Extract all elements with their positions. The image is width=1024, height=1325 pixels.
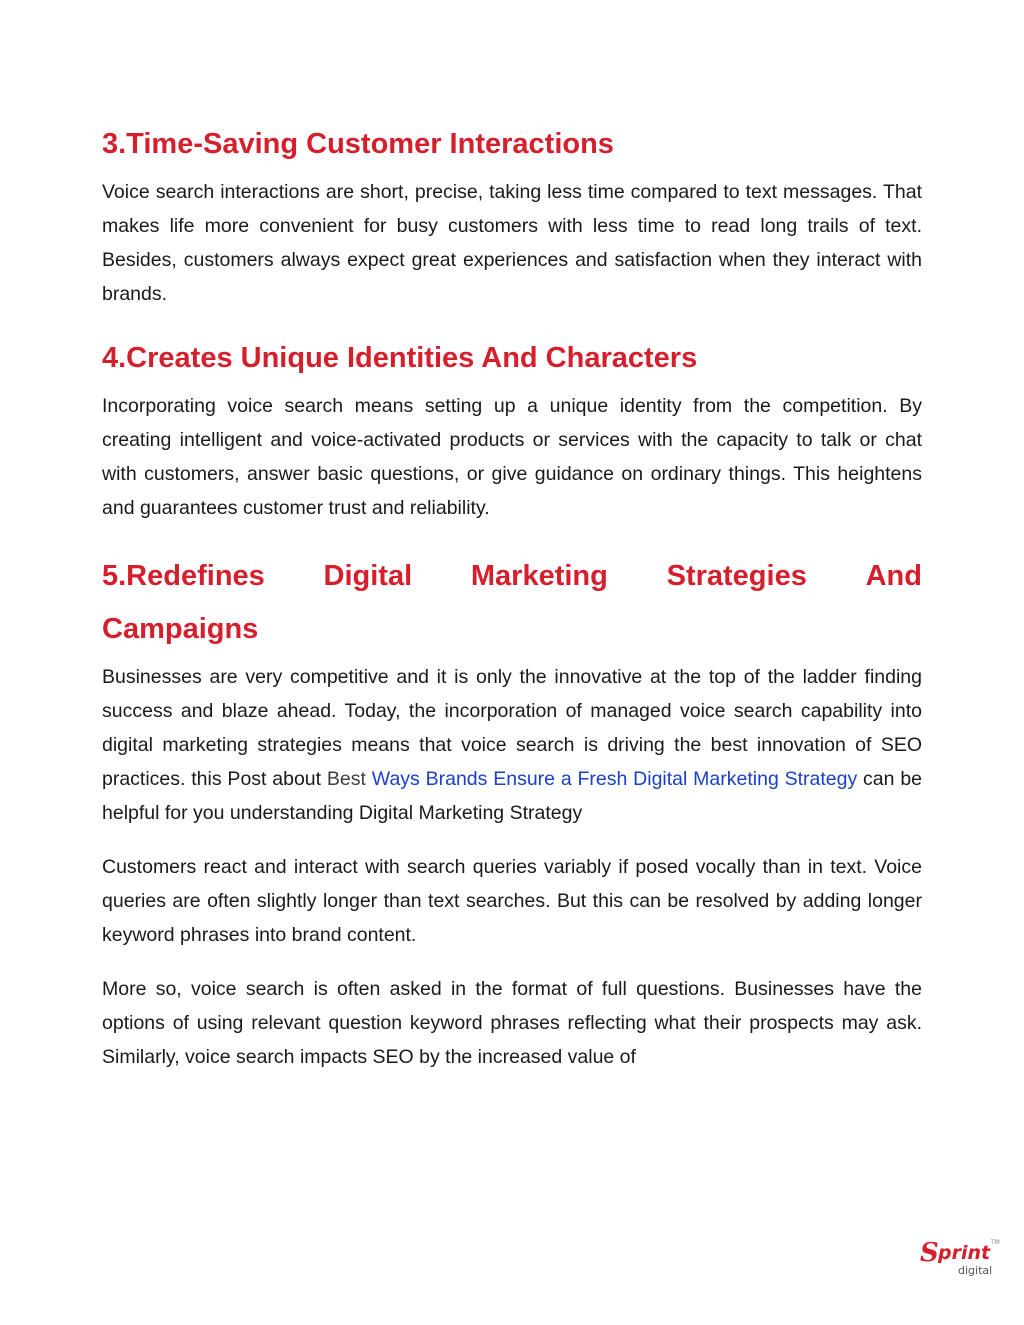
logo-tm: TM	[991, 1239, 1000, 1246]
section-5-heading-line-1	[102, 550, 922, 603]
heading-word: And	[865, 560, 922, 592]
paragraph-text: Businesses are very competitive and it is only the innovative at the top of the ladder finding success and blaze ahead. Today, the incorporation of managed voice search capability into digital marketing strategies means that voice search is driving the best innovation of SEO practices. this Post about	[102, 666, 922, 790]
section-3-heading: 3.Time-Saving Customer Interactions	[102, 128, 614, 160]
section-5-heading-line-2: Campaigns	[102, 613, 259, 645]
sprink-digital-logo	[918, 1235, 1004, 1279]
section-3-paragraph: Voice search interactions are short, precise, taking less time compared to text messages. That makes life more convenient for busy customers with less time to read long trails of text. Besides, customers always expect great experiences and satisfaction when they interact with brands.	[102, 181, 922, 305]
section-4-paragraph: Incorporating voice search means setting up a unique identity from the competition. By creating intelligent and voice-activated products or services with the capacity to talk or chat with customers, answer basic questions, or give guidance on ordinary things. This heightens and guarantees customer trust and reliability.	[102, 395, 922, 519]
section-5-heading	[102, 550, 922, 656]
heading-word: Digital	[323, 560, 413, 592]
section-5-paragraph-3: More so, voice search is often asked in the format of full questions. Businesses have the options of using relevant question keyword phrases reflecting what their prospects may ask. Similarly, voice search impacts SEO by the increased value of	[102, 978, 922, 1068]
heading-word: Strategies	[666, 560, 807, 592]
svg-text:S: S	[920, 1238, 939, 1268]
heading-word: 5.Redefines	[102, 560, 265, 592]
fresh-digital-marketing-strategy-link[interactable]: Ways Brands Ensure a Fresh Digital Marketing Strategy	[371, 768, 858, 790]
logo-sub-text: digital	[958, 1264, 993, 1277]
section-5-paragraph-2: Customers react and interact with search queries variably if posed vocally than in text. Voice queries are often slightly longer than text searches. But this can be resolved by adding longer keyword phrases into brand content.	[102, 856, 922, 946]
section-4-heading: 4.Creates Unique Identities And Characters	[102, 342, 698, 374]
paragraph-text: Best	[326, 768, 366, 790]
logo-graphic	[918, 1235, 1004, 1279]
document-page	[102, 118, 922, 1074]
paragraph-text: can be helpful for you understanding Digital Marketing Strategy	[102, 768, 923, 824]
logo-brand-text: print	[938, 1242, 991, 1264]
heading-word: Marketing	[470, 560, 608, 592]
section-5-paragraph-1	[102, 660, 922, 830]
